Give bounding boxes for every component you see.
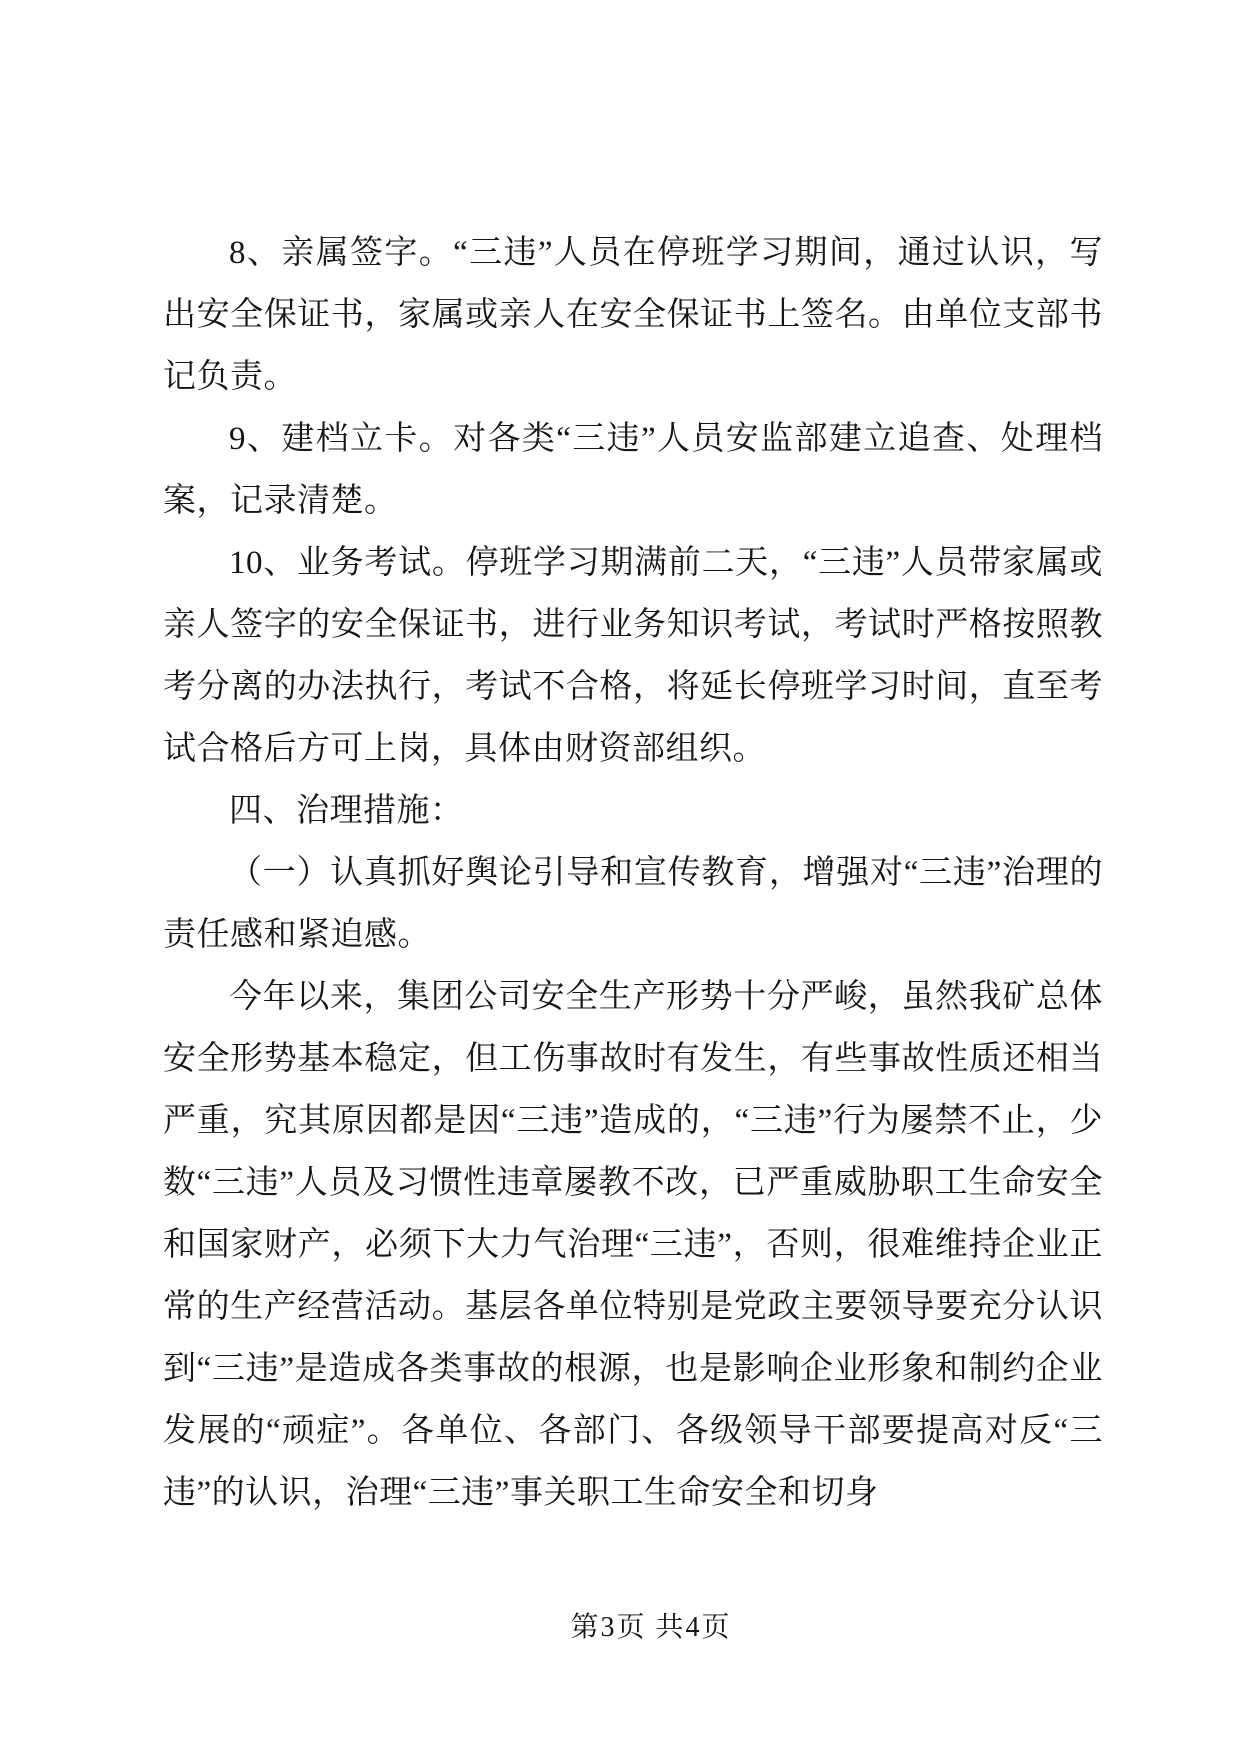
page-footer: [163, 1608, 1139, 1648]
page-number-indicator: 第3页 共4页: [570, 1612, 732, 1643]
paragraph-item-10: 10、业务考试。停班学习期满前二天，“三违”人员带家属或亲人签字的安全保证书，进行业务知识考试，考试时严格按照教考分离的办法执行，考试不合格，将延长停班学习时间，直至考试合格后方可上岗，具体由财资部组织。: [163, 545, 1103, 767]
section-heading-measures: 四、治理措施：: [229, 793, 464, 829]
paragraph-item-9: 9、建档立卡。对各类“三违”人员安监部建立追查、处理档案，记录清楚。: [163, 421, 1103, 519]
subsection-heading-1: （一）认真抓好舆论引导和宣传教育，增强对“三违”治理的责任感和紧迫感。: [163, 855, 1103, 953]
paragraph-item-8: 8、亲属签字。“三违”人员在停班学习期间，通过认识，写出安全保证书，家属或亲人在安全保证书上签名。由单位支部书记负责。: [163, 235, 1103, 395]
document-body: [163, 222, 1103, 1524]
paragraph-body-text: 今年以来，集团公司安全生产形势十分严峻，虽然我矿总体安全形势基本稳定，但工伤事故时有发生，有些事故性质还相当严重，究其原因都是因“三违”造成的，“三违”行为屡禁不止，少数“三违”人员及习惯性违章屡教不改，已严重威胁职工生命安全和国家财产，必须下大力气治理“三违”，否则，很难维持企业正常的生产经营活动。基层各单位特别是党政主要领导要充分认识到“三违”是造成各类事故的根源，也是影响企业形象和制约企业发展的“顽症”。各单位、各部门、各级领导干部要提高对反“三违”的认识，治理“三违”事关职工生命安全和切身: [163, 979, 1103, 1511]
